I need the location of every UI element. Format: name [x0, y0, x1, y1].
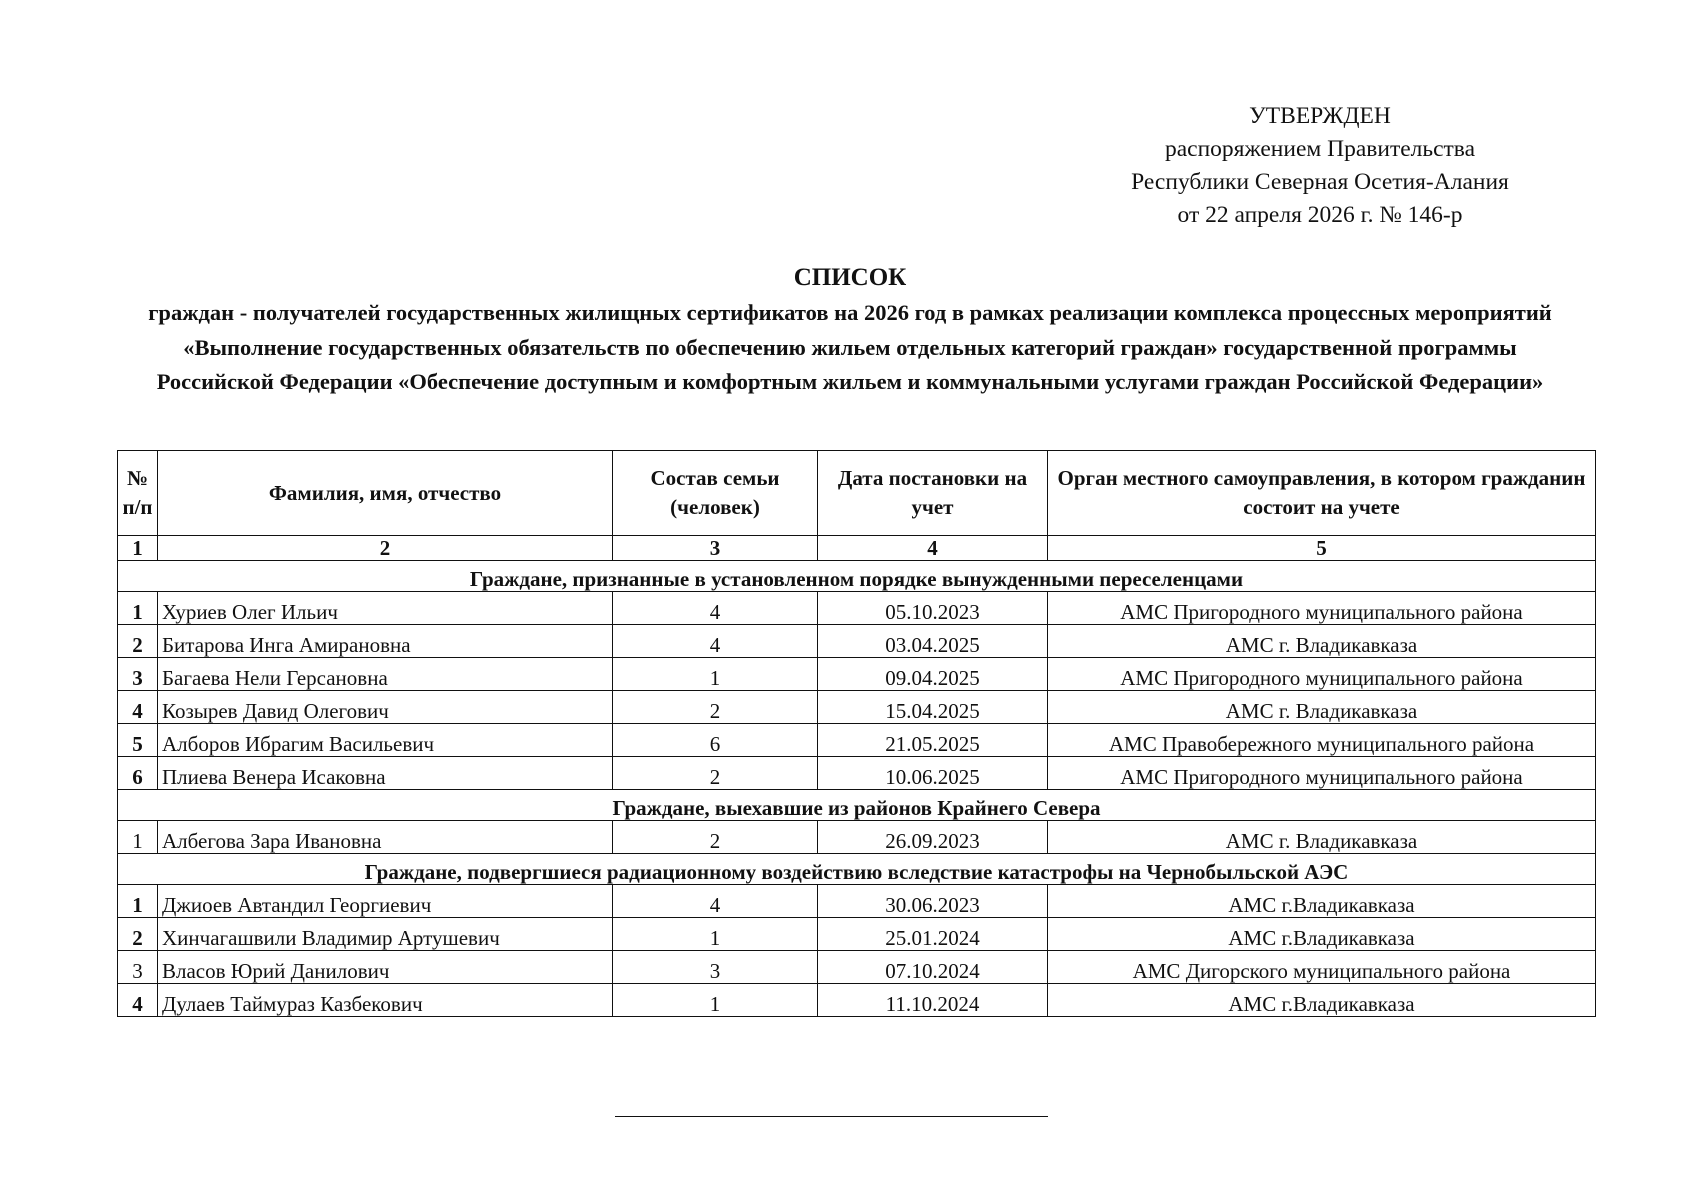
header-date: Дата постановки на учет [818, 451, 1048, 536]
row-num: 6 [118, 757, 158, 790]
row-family: 6 [613, 724, 818, 757]
row-org: АМС г. Владикавказа [1048, 821, 1596, 854]
row-date: 26.09.2023 [818, 821, 1048, 854]
row-family: 2 [613, 691, 818, 724]
row-date: 03.04.2025 [818, 625, 1048, 658]
column-number-row [118, 536, 1596, 561]
section-title: Граждане, выехавшие из районов Крайнего Севера [118, 790, 1596, 821]
row-num: 3 [118, 658, 158, 691]
row-name: Албегова Зара Ивановна [158, 821, 613, 854]
table-row [118, 984, 1596, 1017]
row-org: АМС г.Владикавказа [1048, 918, 1596, 951]
row-date: 09.04.2025 [818, 658, 1048, 691]
recipients-table [117, 450, 1596, 1017]
row-num: 5 [118, 724, 158, 757]
row-family: 4 [613, 885, 818, 918]
column-number: 5 [1048, 536, 1596, 561]
row-date: 21.05.2025 [818, 724, 1048, 757]
row-family: 3 [613, 951, 818, 984]
row-num: 3 [118, 951, 158, 984]
row-org: АМС Правобережного муниципального района [1048, 724, 1596, 757]
table-row [118, 691, 1596, 724]
row-family: 1 [613, 658, 818, 691]
row-name: Хинчагашвили Владимир Артушевич [158, 918, 613, 951]
approval-date-number: от 22 апреля 2026 г. № 146-р [1177, 202, 1463, 228]
row-org: АМС Пригородного муниципального района [1048, 757, 1596, 790]
row-name: Плиева Венера Исаковна [158, 757, 613, 790]
document-subtitle: граждан - получателей государственных жилищных сертификатов на 2026 год в рамках реализации комплекса процессных мероприятий «Выполнение государственных обязательств по обеспечению жильем отдельных категорий граждан» государственной программы Российской Федерации «Обеспечение доступным и комфортным жильем и коммунальными услугами граждан Российской Федерации» [148, 300, 1552, 394]
column-number: 3 [613, 536, 818, 561]
row-date: 11.10.2024 [818, 984, 1048, 1017]
section-row [118, 854, 1596, 885]
row-num: 4 [118, 691, 158, 724]
approval-republic: Республики Северная Осетия-Алания [1131, 169, 1509, 195]
table-row [118, 592, 1596, 625]
table-row [118, 821, 1596, 854]
row-org: АМС г.Владикавказа [1048, 885, 1596, 918]
header-num: № п/п [118, 451, 158, 536]
row-date: 25.01.2024 [818, 918, 1048, 951]
row-name: Багаева Нели Герсановна [158, 658, 613, 691]
row-num: 2 [118, 918, 158, 951]
section-title: Граждане, подвергшиеся радиационному воздействию вследствие катастрофы на Чернобыльской АЭС [118, 854, 1596, 885]
column-number: 1 [118, 536, 158, 561]
row-family: 1 [613, 984, 818, 1017]
row-date: 07.10.2024 [818, 951, 1048, 984]
header-org: Орган местного самоуправления, в котором гражданин состоит на учете [1048, 451, 1596, 536]
row-org: АМС г.Владикавказа [1048, 984, 1596, 1017]
section-title: Граждане, признанные в установленном порядке вынужденными переселенцами [118, 561, 1596, 592]
row-num: 1 [118, 592, 158, 625]
row-family: 4 [613, 592, 818, 625]
row-name: Алборов Ибрагим Васильевич [158, 724, 613, 757]
row-name: Козырев Давид Олегович [158, 691, 613, 724]
table-row [118, 951, 1596, 984]
row-name: Битарова Инга Амирановна [158, 625, 613, 658]
row-org: АМС г. Владикавказа [1048, 625, 1596, 658]
row-num: 2 [118, 625, 158, 658]
row-date: 15.04.2025 [818, 691, 1048, 724]
table-row [118, 658, 1596, 691]
row-num: 4 [118, 984, 158, 1017]
row-name: Хуриев Олег Ильич [158, 592, 613, 625]
section-row [118, 790, 1596, 821]
row-org: АМС г. Владикавказа [1048, 691, 1596, 724]
row-date: 30.06.2023 [818, 885, 1048, 918]
section-row [118, 561, 1596, 592]
approval-authority: распоряжением Правительства [1164, 136, 1476, 162]
row-name: Дулаев Таймураз Казбекович [158, 984, 613, 1017]
header-family: Состав семьи (человек) [613, 451, 818, 536]
table-row [118, 724, 1596, 757]
table-row [118, 885, 1596, 918]
row-org: АМС Пригородного муниципального района [1048, 658, 1596, 691]
row-org: АМС Пригородного муниципального района [1048, 592, 1596, 625]
column-number: 4 [818, 536, 1048, 561]
table-header-row [118, 451, 1596, 536]
row-family: 4 [613, 625, 818, 658]
approval-stamp [1095, 100, 1545, 232]
row-date: 05.10.2023 [818, 592, 1048, 625]
row-name: Джиоев Автандил Георгиевич [158, 885, 613, 918]
table-row [118, 757, 1596, 790]
column-number: 2 [158, 536, 613, 561]
row-org: АМС Дигорского муниципального района [1048, 951, 1596, 984]
row-family: 2 [613, 821, 818, 854]
row-name: Власов Юрий Данилович [158, 951, 613, 984]
row-date: 10.06.2025 [818, 757, 1048, 790]
table-row [118, 918, 1596, 951]
row-family: 1 [613, 918, 818, 951]
document-title-block [110, 262, 1590, 400]
approval-heading: УТВЕРЖДЕН [1249, 103, 1391, 129]
row-num: 1 [118, 821, 158, 854]
closing-divider [615, 1116, 1048, 1117]
row-num: 1 [118, 885, 158, 918]
document-title: СПИСОК [793, 264, 907, 291]
header-name: Фамилия, имя, отчество [158, 451, 613, 536]
table-row [118, 625, 1596, 658]
row-family: 2 [613, 757, 818, 790]
